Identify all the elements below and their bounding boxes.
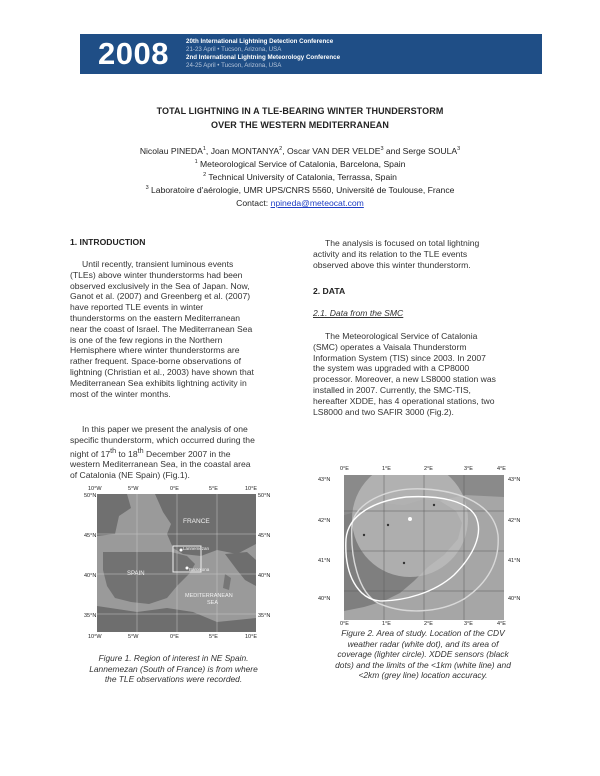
axis-tick: 3°E — [464, 621, 473, 627]
axis-tick: 35°N — [258, 613, 271, 619]
author-sup: 1 — [202, 146, 206, 153]
axis-tick: 42°N — [318, 518, 331, 524]
axis-tick: 1°E — [382, 621, 391, 627]
affiliation-2 — [0, 172, 600, 182]
axis-tick: 40°N — [84, 573, 97, 579]
text-line: rather frequent. Space-borne observations of — [70, 356, 242, 367]
axis-tick: 5°E — [209, 634, 218, 640]
right-paragraph-1 — [313, 238, 530, 270]
axis-tick: 1°E — [382, 466, 391, 472]
author-sep: , — [205, 146, 211, 156]
text-line: Mediterranean Sea exhibits lightning activity in — [70, 377, 247, 388]
axis-tick: 2°E — [424, 621, 433, 627]
axis-tick: 10°E — [245, 634, 257, 640]
axis-tick: 40°N — [508, 596, 521, 602]
banner-lines — [186, 38, 340, 70]
text-line: Until recently, transient luminous events — [82, 259, 234, 269]
axis-tick: 45°N — [84, 533, 97, 539]
xdde-sensor-marker — [387, 524, 389, 526]
text-line: (SMC) operates a Vaisala Thunderstorm — [313, 341, 467, 352]
text-line: of Catalonia (NE Spain) (Fig.1). — [70, 470, 190, 481]
author-name: Oscar VAN DER VELDE — [287, 146, 381, 156]
study-area-map — [344, 475, 504, 620]
contact-line — [0, 198, 600, 208]
xdde-sensor-marker — [433, 504, 435, 506]
axis-tick: 5°W — [128, 634, 139, 640]
label-sea: SEA — [207, 600, 219, 606]
axis-tick: 10°W — [88, 486, 102, 492]
caption-line: Figure 2. Area of study. Location of the CDV — [341, 628, 505, 638]
text-run: December 2007 in the — [143, 448, 231, 459]
axis-tick: 40°N — [318, 596, 331, 602]
text-line: near the coast of Israel. The Mediterranean Sea — [70, 323, 253, 334]
axis-tick: 42°N — [508, 518, 521, 524]
text-line: activity and its relation to the TLE events — [313, 248, 468, 259]
contact-email-link[interactable]: npineda@meteocat.com — [270, 198, 364, 208]
intro-paragraph-1 — [70, 259, 277, 399]
label-france: FRANCE — [183, 518, 210, 525]
text-line: most of the winter months. — [70, 388, 171, 399]
superscript: th — [137, 446, 144, 455]
caption-line: coverage (lighter circle). XDDE sensors (black — [337, 649, 509, 660]
text-line: The Meteorological Service of Catalonia — [325, 331, 478, 341]
caption-line: the TLE observations were recorded. — [104, 674, 243, 685]
cdv-radar-marker — [408, 517, 412, 521]
affiliation-3 — [0, 185, 600, 195]
affiliation-sup: 3 — [145, 185, 149, 192]
text-run: to 18 — [116, 448, 138, 459]
text-line: observed exclusively in the Sea of Japan. Now, — [70, 280, 250, 291]
banner-line-2: 21-23 April • Tucson, Arizona, USA — [186, 46, 282, 53]
axis-tick: 50°N — [258, 493, 271, 499]
axis-tick: 0°E — [170, 634, 179, 640]
text-line: The analysis is focused on total lightning — [325, 238, 480, 248]
xdde-sensor-marker — [403, 562, 405, 564]
axis-tick: 10°E — [245, 486, 257, 492]
study-area-map-graphic — [344, 475, 504, 620]
banner-year: 2008 — [98, 36, 169, 71]
text-line: In this paper we present the analysis of one — [82, 424, 248, 434]
text-line: the system was upgraded with a CP8000 — [313, 363, 470, 374]
text-line: Ganot et al. (2007) and Greenberg et al. (2007) — [70, 291, 251, 302]
axis-tick: 0°E — [340, 466, 349, 472]
author-list — [0, 146, 600, 156]
author-name: Nicolau PINEDA — [139, 146, 203, 156]
axis-tick: 45°N — [258, 533, 271, 539]
data-paragraph-1 — [313, 331, 530, 417]
banner-line-1: 20th International Lightning Detection Conference — [186, 38, 334, 45]
text-line: western Mediterranean Sea, in the coastal area — [70, 459, 251, 470]
section-heading-data: 2. DATA — [313, 286, 346, 296]
text-line — [70, 446, 277, 460]
axis-tick: 2°E — [424, 466, 433, 472]
axis-tick: 0°E — [340, 621, 349, 627]
text-line: Information System (TIS) since 2003. In 2007 — [313, 352, 486, 363]
author-sep: , — [282, 146, 287, 156]
label-mediterranean: MEDITERRANEAN — [185, 593, 233, 599]
axis-tick: 3°E — [464, 466, 473, 472]
author-sup: 2 — [279, 146, 283, 153]
xdde-sensor-marker — [363, 534, 365, 536]
superscript: th — [110, 446, 117, 455]
figure-1-caption — [70, 653, 277, 685]
text-run: night of 17 — [70, 448, 111, 459]
text-line: have reported TLE events in winter — [70, 302, 204, 313]
caption-line: weather radar (white dot), and its area of — [347, 638, 499, 649]
paper-title-line-1: TOTAL LIGHTNING IN A TLE-BEARING WINTER THUNDERSTORM — [156, 106, 444, 116]
axis-tick: 10°W — [88, 634, 102, 640]
axis-tick: 43°N — [318, 477, 331, 483]
axis-tick: 4°E — [497, 621, 506, 627]
axis-tick: 35°N — [84, 613, 97, 619]
text-line: observed above this winter thunderstorm. — [313, 259, 471, 270]
affiliation-sup: 2 — [203, 172, 207, 179]
axis-tick: 4°E — [497, 466, 506, 472]
text-line: thunderstorms on the eastern Mediterranean — [70, 312, 241, 323]
text-line: Hemisphere where winter thunderstorms are — [70, 345, 240, 356]
text-line: is one of the few regions in the Northern — [70, 334, 223, 345]
axis-tick: 40°N — [258, 573, 271, 579]
author-sep: and — [383, 146, 403, 156]
axis-tick: 41°N — [318, 558, 331, 564]
text-line: lightning (Christian et al., 2003) have shown that — [70, 366, 254, 377]
author-name: Serge SOULA — [402, 146, 458, 156]
label-spain: SPAIN — [127, 571, 145, 577]
author-sup: 3 — [380, 146, 384, 153]
section-heading-introduction: 1. INTRODUCTION — [70, 237, 146, 247]
intro-paragraph-2 — [70, 424, 277, 481]
affiliation-text: Meteorological Service of Catalonia, Barcelona, Spain — [200, 159, 406, 169]
axis-tick: 41°N — [508, 558, 521, 564]
affiliation-text: Technical University of Catalonia, Terrassa, Spain — [208, 172, 397, 182]
axis-tick: 50°N — [84, 493, 97, 499]
text-line: hereafter XDDE, has 4 operational stations, two — [313, 395, 495, 406]
axis-tick: 5°W — [128, 486, 139, 492]
author-sup: 3 — [457, 146, 461, 153]
figure-2-caption — [313, 628, 533, 681]
paper-title-line-2: OVER THE WESTERN MEDITERRANEAN — [210, 120, 389, 130]
region-map — [97, 494, 256, 632]
banner-line-3: 2nd International Lightning Meteorology Conference — [186, 54, 341, 61]
caption-line: <2km (grey line) location accuracy. — [358, 670, 488, 681]
axis-tick: 43°N — [508, 477, 521, 483]
axis-tick: 5°E — [209, 486, 218, 492]
text-line: LS8000 and two SAFIR 3000 (Fig.2). — [313, 406, 454, 417]
region-map-graphic — [97, 494, 256, 632]
contact-label: Contact: — [236, 198, 271, 208]
label-barcelona: Barcelona — [189, 567, 210, 572]
caption-line: Figure 1. Region of interest in NE Spain. — [98, 653, 249, 663]
author-name: Joan MONTANYA — [210, 146, 280, 156]
caption-line: dots) and the limits of the <1km (white line) and — [335, 659, 511, 670]
text-line: specific thunderstorm, which occurred during the — [70, 434, 255, 445]
affiliation-1 — [0, 159, 600, 169]
text-line: (TLEs) above winter thunderstorms had been — [70, 269, 243, 280]
conference-banner — [80, 34, 542, 74]
text-line: installed in 2007. Currently, the SMC-TIS, — [313, 384, 471, 395]
text-line: processor. Moreover, a new LS8000 station was — [313, 374, 496, 385]
affiliation-sup: 1 — [194, 159, 198, 166]
label-lannemezan: Lannemezan — [183, 546, 210, 551]
caption-line: Lannemezan (South of France) is from where — [89, 663, 258, 674]
banner-line-4: 24-25 April • Tucson, Arizona, USA — [186, 62, 282, 69]
subsection-heading-smc: 2.1. Data from the SMC — [313, 308, 404, 318]
axis-tick: 0°E — [170, 486, 179, 492]
affiliation-text: Laboratoire d'aérologie, UMR UPS/CNRS 5560, Université de Toulouse, France — [151, 185, 455, 195]
